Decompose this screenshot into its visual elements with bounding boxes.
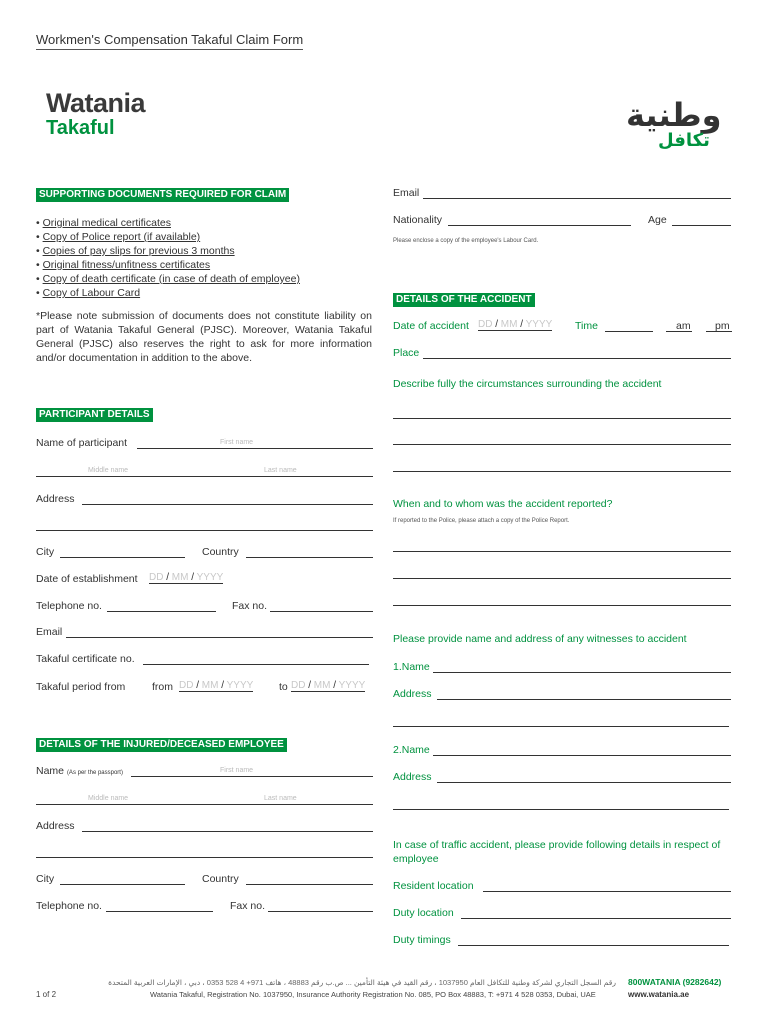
first-name-placeholder: First name <box>220 439 254 446</box>
middle-name-placeholder: Middle name <box>88 467 129 474</box>
period-to-label: to <box>279 681 288 693</box>
doc-item: • Copies of pay slips for previous 3 months <box>36 245 235 257</box>
resident-location-field[interactable] <box>483 891 731 892</box>
employee-fax-field[interactable] <box>268 911 373 912</box>
employee-name-label: Name (As per the passport) <box>36 765 123 777</box>
reported-label: When and to whom was the accident reported? <box>393 498 613 510</box>
participant-telephone-label: Telephone no. <box>36 600 102 612</box>
participant-address-field[interactable] <box>82 504 373 505</box>
employee-email-label: Email <box>393 187 420 199</box>
employee-address-label: Address <box>36 820 75 832</box>
employee-country-field[interactable] <box>246 884 373 885</box>
age-field[interactable] <box>672 225 731 226</box>
accident-place-field[interactable] <box>423 358 731 359</box>
describe-label: Describe fully the circumstances surrounding the accident <box>393 378 662 390</box>
period-to-date-field[interactable]: DD / MM / YYYY <box>291 680 366 691</box>
witness2-address-field[interactable] <box>437 782 731 783</box>
witness2-address-label: Address <box>393 771 432 783</box>
duty-timings-label: Duty timings <box>393 934 451 946</box>
employee-city-label: City <box>36 873 55 885</box>
duty-location-field[interactable] <box>461 918 731 919</box>
section-heading-accident: DETAILS OF THE ACCIDENT <box>393 293 535 307</box>
nationality-field[interactable] <box>448 225 631 226</box>
hotline-number: 800WATANIA (9282642) <box>628 977 722 987</box>
participant-name-label: Name of participant <box>36 437 128 449</box>
section-heading-employee: DETAILS OF THE INJURED/DECEASED EMPLOYEE <box>36 738 287 752</box>
labour-card-note: Please enclose a copy of the employee's Labour Card. <box>393 238 539 244</box>
period-from-date-field[interactable]: DD / MM / YYYY <box>179 680 254 691</box>
participant-address-label: Address <box>36 493 75 505</box>
duty-location-label: Duty location <box>393 907 454 919</box>
employee-email-field[interactable] <box>423 198 731 199</box>
employee-fax-label: Fax no. <box>230 900 266 912</box>
accident-time-label: Time <box>575 320 598 332</box>
logo-takaful: Takaful <box>46 117 115 139</box>
participant-city-label: City <box>36 546 55 558</box>
participant-middle-last-name-field[interactable] <box>36 476 373 477</box>
pm-label: pm <box>715 320 730 332</box>
participant-country-field[interactable] <box>246 557 373 558</box>
accident-date-label: Date of accident <box>393 320 469 332</box>
witness1-address-label: Address <box>393 688 432 700</box>
middle-name-placeholder: Middle name <box>88 795 129 802</box>
witness-label: Please provide name and address of any witnesses to accident <box>393 633 687 645</box>
witness1-address-field[interactable] <box>437 699 731 700</box>
period-label: Takaful period from <box>36 681 126 693</box>
describe-field-3[interactable] <box>393 471 731 472</box>
reported-field-1[interactable] <box>393 551 731 552</box>
witness1-name-field[interactable] <box>433 672 731 673</box>
participant-email-label: Email <box>36 626 63 638</box>
employee-city-field[interactable] <box>60 884 185 885</box>
participant-fax-label: Fax no. <box>232 600 268 612</box>
footer-english-registration: Watania Takaful, Registration No. 1037950, Insurance Authority Registration No. 085, PO Box 48883, T: +971 4 528 0353, Dubai, UAE <box>150 990 596 999</box>
footer-arabic-registration: رقم السجل التجاري لشركة وطنية للتكافل العام 1037950 ، رقم القيد في هيئة التأمين ... ص.ب رقم 48883 ، هاتف 971+ 4 528 0353 ، دبي ، الإمارات العربية المتحدة <box>108 978 616 987</box>
certificate-label: Takaful certificate no. <box>36 653 135 665</box>
period-from-label: from <box>152 681 173 693</box>
doc-item: • Copy of Police report (if available) <box>36 231 201 243</box>
police-report-note: If reported to the Police, please attach a copy of the Police Report. <box>393 518 570 524</box>
employee-first-name-field[interactable] <box>131 776 373 777</box>
participant-first-name-field[interactable] <box>137 448 373 449</box>
employee-telephone-label: Telephone no. <box>36 900 102 912</box>
resident-location-label: Resident location <box>393 880 474 892</box>
doc-item: • Original fitness/unfitness certificates <box>36 259 211 271</box>
participant-telephone-field[interactable] <box>107 611 216 612</box>
witness2-name-field[interactable] <box>433 755 731 756</box>
describe-field-2[interactable] <box>393 444 731 445</box>
employee-telephone-field[interactable] <box>106 911 213 912</box>
employee-address-field[interactable] <box>82 831 373 832</box>
duty-timings-field[interactable] <box>458 945 729 946</box>
employee-country-label: Country <box>202 873 239 885</box>
date-establishment-label: Date of establishment <box>36 573 138 585</box>
last-name-placeholder: Last name <box>264 467 297 474</box>
first-name-placeholder: First name <box>220 767 254 774</box>
witness2-name-label: 2.Name <box>393 744 430 756</box>
participant-email-field[interactable] <box>66 637 373 638</box>
witness1-address-field-2[interactable] <box>393 726 729 727</box>
doc-item: • Copy of death certificate (in case of death of employee) <box>36 273 300 285</box>
certificate-field[interactable] <box>143 664 369 665</box>
logo-arabic-watania: وطنية <box>626 97 722 133</box>
accident-date-field[interactable]: DD / MM / YYYY <box>478 319 553 330</box>
section-heading-supporting-docs: SUPPORTING DOCUMENTS REQUIRED FOR CLAIM <box>36 188 289 202</box>
reported-field-2[interactable] <box>393 578 731 579</box>
doc-item: • Copy of Labour Card <box>36 287 141 299</box>
employee-address-field-2[interactable] <box>36 857 373 858</box>
page-number: 1 of 2 <box>36 990 57 999</box>
date-establishment-field[interactable]: DD / MM / YYYY <box>149 572 224 583</box>
logo-arabic-takaful: تكافل <box>658 130 710 150</box>
doc-item: • Original medical certificates <box>36 217 171 229</box>
liability-note: *Please note submission of documents does not constitute liability on part of Watania Takaful General (PJSC). Moreover, Watania Takaful General (PJSC) also reserves the right to ask for more information and/or documentation in addition to the above. <box>36 310 372 364</box>
form-title: Workmen's Compensation Takaful Claim Form <box>36 32 303 50</box>
employee-middle-last-name-field[interactable] <box>36 804 373 805</box>
participant-country-label: Country <box>202 546 239 558</box>
participant-fax-field[interactable] <box>270 611 373 612</box>
last-name-placeholder: Last name <box>264 795 297 802</box>
describe-field-1[interactable] <box>393 418 731 419</box>
accident-place-label: Place <box>393 347 420 359</box>
participant-address-field-2[interactable] <box>36 530 373 531</box>
section-heading-participant: PARTICIPANT DETAILS <box>36 408 153 422</box>
accident-time-field[interactable] <box>605 331 653 332</box>
age-label: Age <box>648 214 667 226</box>
traffic-accident-label: In case of traffic accident, please provide following details in respect of employee <box>393 839 721 865</box>
logo-watania: Watania <box>46 88 146 118</box>
am-label: am <box>676 320 691 332</box>
witness2-address-field-2[interactable] <box>393 809 729 810</box>
nationality-label: Nationality <box>393 214 443 226</box>
witness1-name-label: 1.Name <box>393 661 430 673</box>
website-link[interactable]: www.watania.ae <box>628 990 690 999</box>
participant-city-field[interactable] <box>60 557 185 558</box>
reported-field-3[interactable] <box>393 605 731 606</box>
